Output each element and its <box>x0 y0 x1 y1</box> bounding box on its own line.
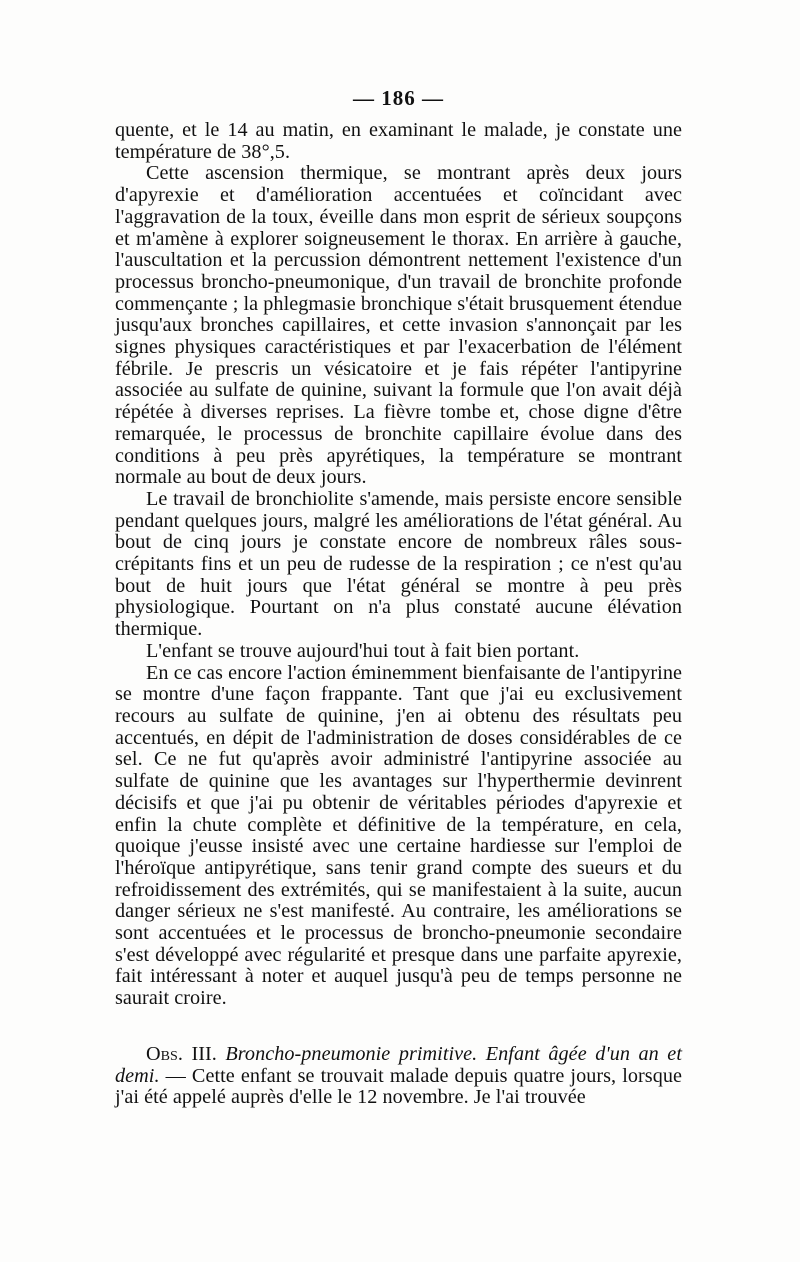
paragraph-thermal-ascension: Cette ascension thermique, se montrant après deux jours d'apyrexie et d'amélioration accentuées et coïncidant avec l'aggravation de la toux, éveille dans mon esprit de sérieux soupçons et m'amène à explorer soigneusement le thorax. En arrière à gauche, l'auscultation et la percussion démontrent nettement l'existence d'un processus broncho-pneumonique, d'un travail de bronchite profonde commençante ; la phlegmasie bronchique s'était brusquement étendue jusqu'aux bronches capillaires, et cette invasion s'annonçait par les signes physiques caractéristiques et par l'exacerbation de l'élément fébrile. Je prescris un vésicatoire et je fais répéter l'antipyrine associée au sulfate de quinine, suivant la formule que l'on avait déjà répétée à diverses reprises. La fièvre tombe et, chose digne d'être remarquée, le processus de bronchite capillaire évolue dans des conditions à peu près apyrétiques, la température se montrant normale au bout de deux jours. <box>115 162 682 489</box>
paragraph-bronchiolitis: Le travail de bronchiolite s'amende, mais persiste encore sensible pendant quelques jours, malgré les améliorations de l'état général. Au bout de cinq jours je constate encore de nombreux râles sous-crépitants fins et un peu de rudesse de la respiration ; ce n'est qu'au bout de huit jours que l'état général se montre à peu près physiologique. Pourtant on n'a plus constaté aucune élévation thermique. <box>115 487 682 641</box>
observation-text: — Cette enfant se trouvait malade depuis quatre jours, lorsque j'ai été appelé auprès d'elle le 12 novembre. Je l'ai trouvée <box>115 1064 682 1109</box>
observation-title: Broncho-pneumonie primitive. Enfant âgée d'un an et demi. <box>115 1042 682 1087</box>
paragraph-antipyrine-action: En ce cas encore l'action éminemment bienfaisante de l'antipyrine se montre d'une façon frappante. Tant que j'ai eu exclusivement recours au sulfate de quinine, j'en ai obtenu des résultats peu accentués, en dépit de l'administration de doses considérables de ce sel. Ce ne fut qu'après avoir administré l'antipyrine associée au sulfate de quinine que les avantages sur l'hyperthermie devinrent décisifs et que j'ai pu obtenir de véritables périodes d'apyrexie et enfin la chute complète et définitive de la température, en cela, quoique j'eusse insisté avec une certaine hardiesse sur l'emploi de l'héroïque antipyrétique, sans tenir grand compte des sueurs et du refroidissement des extrémités, qui se manifestaient à la suite, aucun danger sérieux ne s'est manifesté. Au contraire, les améliorations se sont accentuées et le processus de broncho-pneumonie secondaire s'est développé avec régularité et presque dans une parfaite apyrexie, fait intéressant à noter et auquel jusqu'à peu de temps personne ne saurait croire. <box>115 661 682 1010</box>
paragraph-continuation: quente, et le 14 au matin, en examinant le malade, je constate une température de 38°,5. <box>115 119 682 163</box>
page-number: — 186 — <box>353 86 444 110</box>
paragraph-child-well: L'enfant se trouve aujourd'hui tout à fait bien portant. <box>146 639 580 662</box>
page-text <box>115 88 682 1109</box>
observation-label: Obs. III. <box>146 1042 217 1065</box>
observation-paragraph <box>115 1044 682 1109</box>
